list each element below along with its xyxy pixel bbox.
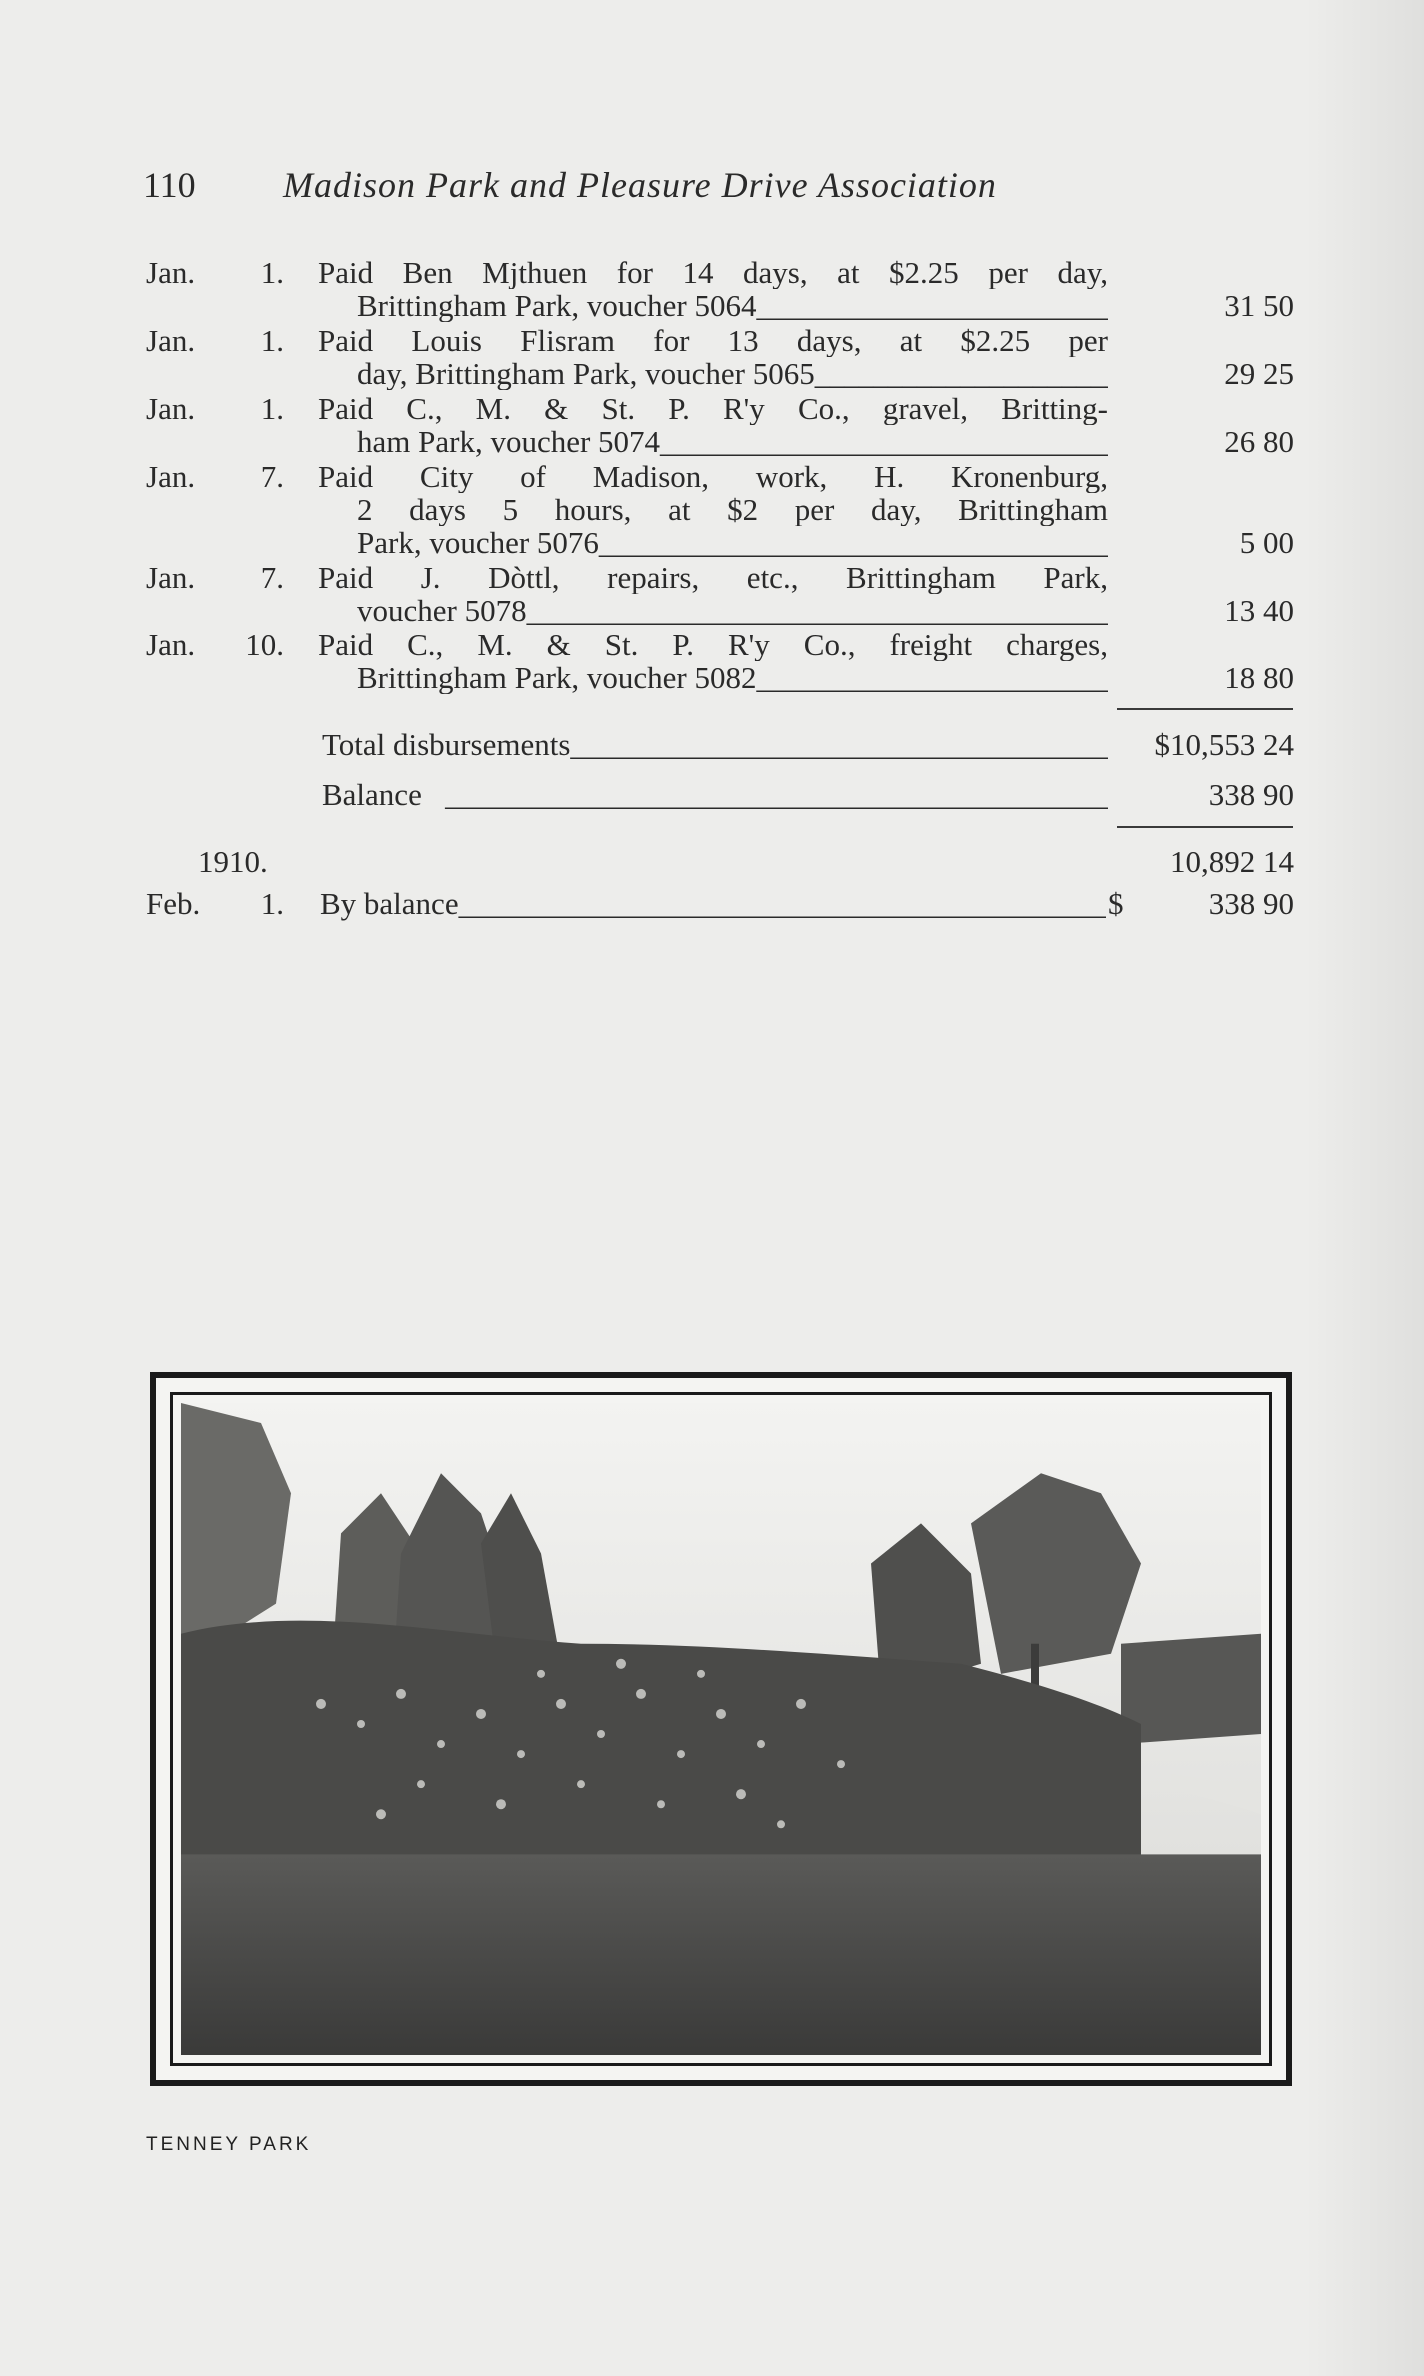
entry-amount: 5 00 xyxy=(1239,525,1294,560)
balance-label: Balance _____ xyxy=(322,777,1108,813)
entry-description-line: Paid Ben Mjthuen for 14 days, at $2.25 per day, xyxy=(318,256,1108,289)
entry-amount: 31 50 xyxy=(1224,288,1294,323)
entry-month: Jan. xyxy=(146,391,196,426)
closing-month: Feb. xyxy=(146,886,201,921)
entry-description-line: Paid Louis Flisram for 13 days, at $2.25 per xyxy=(318,324,1108,357)
entry-description-line: Brittingham Park, voucher 5082 _____ xyxy=(357,661,1108,694)
photo-caption: TENNEY PARK xyxy=(146,2134,312,2155)
entry-description-line: Brittingham Park, voucher 5064 _____ xyxy=(357,289,1108,322)
closing-year: 1910. xyxy=(198,844,268,879)
page-number: 110 xyxy=(143,165,196,205)
balance-amount: 338 90 xyxy=(1208,777,1294,812)
subtotal-rule xyxy=(1117,708,1293,710)
entry-amount: 26 80 xyxy=(1224,424,1294,459)
entry-description-line: 2 days 5 hours, at $2 per day, Brittingham xyxy=(357,493,1108,526)
photo-border xyxy=(170,1392,1272,2066)
total-rule xyxy=(1117,826,1293,828)
entry-month: Jan. xyxy=(146,627,196,662)
entry-amount: 13 40 xyxy=(1224,593,1294,628)
entry-description-line: Park, voucher 5076 _____ xyxy=(357,526,1108,559)
park-photo-illustration xyxy=(181,1403,1261,2055)
entry-description-line: Paid C., M. & St. P. R'y Co., gravel, Britting- xyxy=(318,392,1108,425)
entry-description-line: Paid City of Madison, work, H. Kronenburg, xyxy=(318,460,1108,493)
entry-day: 1. xyxy=(260,391,284,426)
total-disbursements-label: Total disbursements _____ xyxy=(322,727,1108,763)
page-edge-shadow xyxy=(1304,0,1424,2376)
entry-description-line: Paid J. Dòttl, repairs, etc., Brittingham Park, xyxy=(318,561,1108,594)
closing-dollar-sign: $ xyxy=(1108,886,1124,921)
entry-day: 7. xyxy=(260,560,284,595)
entry-day: 7. xyxy=(260,459,284,494)
entry-amount: 29 25 xyxy=(1224,356,1294,391)
entry-month: Jan. xyxy=(146,255,196,290)
page-header xyxy=(143,164,1293,206)
entry-month: Jan. xyxy=(146,459,196,494)
entry-description-line: ham Park, voucher 5074 _____ xyxy=(357,425,1108,458)
grand-total-amount: 10,892 14 xyxy=(1170,844,1294,879)
total-disbursements-amount: $10,553 24 xyxy=(1154,727,1294,762)
entry-description-line: day, Brittingham Park, voucher 5065 _____ xyxy=(357,357,1108,390)
entry-month: Jan. xyxy=(146,323,196,358)
entry-day: 10. xyxy=(245,627,284,662)
entry-description-line: Paid C., M. & St. P. R'y Co., freight charges, xyxy=(318,628,1108,661)
photo-frame xyxy=(150,1372,1292,2086)
entry-description-line: voucher 5078 _____ xyxy=(357,594,1108,627)
page-title: Madison Park and Pleasure Drive Association xyxy=(283,165,997,205)
entry-amount: 18 80 xyxy=(1224,660,1294,695)
park-photograph xyxy=(181,1403,1261,2055)
entry-day: 1. xyxy=(260,255,284,290)
closing-label: By balance _____ xyxy=(320,886,1106,922)
closing-amount: 338 90 xyxy=(1208,886,1294,921)
entry-day: 1. xyxy=(260,323,284,358)
entry-month: Jan. xyxy=(146,560,196,595)
closing-day: 1. xyxy=(260,886,284,921)
